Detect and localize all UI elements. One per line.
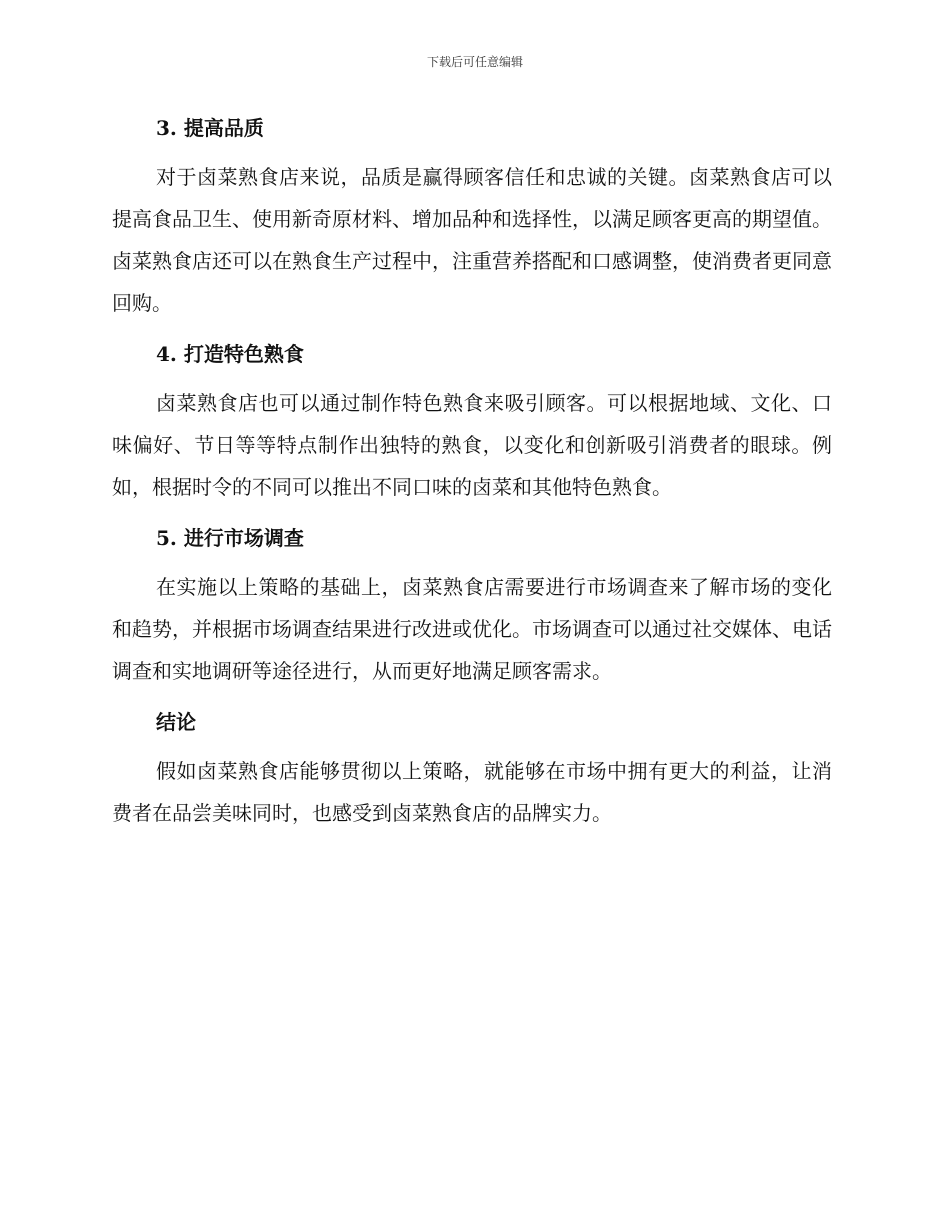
section-heading: 结论 [156,710,196,734]
section-improve-quality [112,108,832,324]
section-paragraph: 对于卤菜熟食店来说，品质是赢得顾客信任和忠诚的关键。卤菜熟食店可以提高食品卫生、使用新奇原材料、增加品种和选择性，以满足顾客更高的期望值。卤菜熟食店还可以在熟食生产过程中，注重营养搭配和口感调整，使消费者更同意回购。 [112,165,832,315]
section-heading: 3. 提高品质 [156,116,264,140]
section-paragraph: 在实施以上策略的基础上，卤菜熟食店需要进行市场调查来了解市场的变化和趋势，并根据市场调查结果进行改进或优化。市场调查可以通过社交媒体、电话调查和实地调研等途径进行，从而更好地满足顾客需求。 [112,575,832,683]
section-signature-food [112,334,832,508]
section-market-research [112,518,832,692]
section-conclusion [112,702,832,834]
section-heading: 4. 打造特色熟食 [156,342,304,366]
document-body [112,108,832,844]
section-paragraph: 卤菜熟食店也可以通过制作特色熟食来吸引顾客。可以根据地域、文化、口味偏好、节日等等特点制作出独特的熟食，以变化和创新吸引消费者的眼球。例如，根据时令的不同可以推出不同口味的卤菜和其他特色熟食。 [112,391,832,499]
section-paragraph: 假如卤菜熟食店能够贯彻以上策略，就能够在市场中拥有更大的利益，让消费者在品尝美味同时，也感受到卤菜熟食店的品牌实力。 [112,759,832,825]
section-heading: 5. 进行市场调查 [156,526,304,550]
page-header: 下载后可任意编辑 [426,55,523,69]
